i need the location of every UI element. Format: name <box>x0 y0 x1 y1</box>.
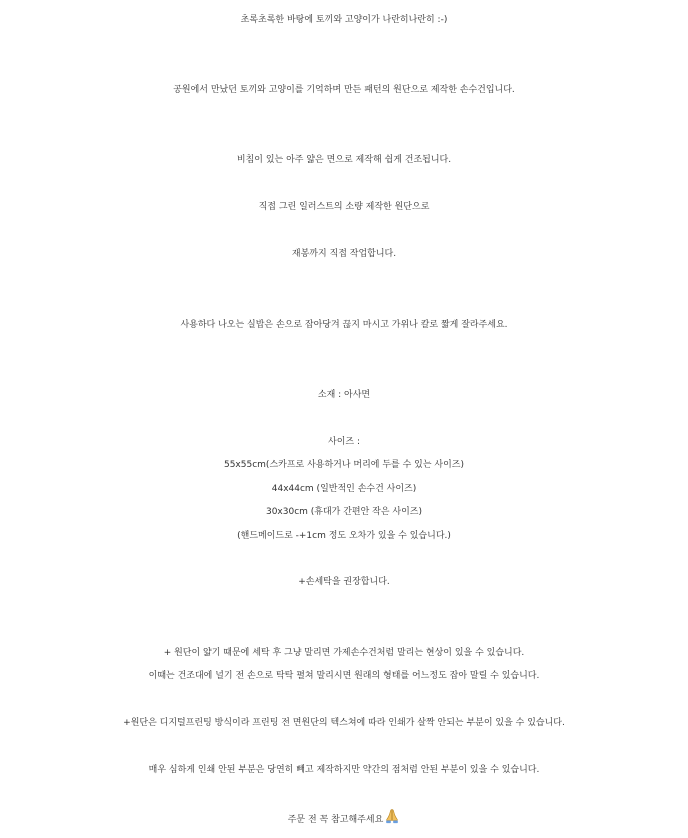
fabric-line: 비침이 있는 아주 얇은 면으로 제작해 쉽게 건조됩니다. <box>236 155 452 165</box>
drying-tip-line: 이때는 건조대에 널기 전 손으로 탁탁 펼쳐 말리시면 원래의 형태를 어느정도 잡아 말릴 수 있습니다. <box>148 671 540 681</box>
size-small: 30x30cm (휴대가 간편안 작은 사이즈) <box>265 507 423 517</box>
praying-hands-icon <box>384 808 400 830</box>
intro-line: 초록초록한 바탕에 토끼와 고양이가 나란히나란히 :-) <box>240 15 448 25</box>
drying-note-line: + 원단이 얇기 때문에 세탁 후 그냥 말리면 가제손수건처럼 말리는 현상이 있을 수 있습니다. <box>163 648 525 658</box>
wash-line: +손세탁을 권장합니다. <box>298 577 390 587</box>
closing-line <box>0 808 688 830</box>
printing-note-line: +원단은 디지털프린팅 방식이라 프린팅 전 면원단의 텍스쳐에 따라 인쇄가 살짝 안되는 부분이 있을 수 있습니다. <box>123 718 565 728</box>
size-large: 55x55cm(스카프로 사용하거나 머리에 두를 수 있는 사이즈) <box>223 460 464 470</box>
size-medium: 44x44cm (일반적인 손수건 사이즈) <box>271 484 417 494</box>
material-line: 소재 : 아사면 <box>317 390 371 400</box>
illustration-line: 직접 그린 일러스트의 소량 제작한 원단으로 <box>258 202 430 212</box>
size-heading: 사이즈 : <box>328 437 360 447</box>
closing-text: 주문 전 꼭 참고해주세요 <box>287 815 384 825</box>
thread-care-line: 사용하다 나오는 실밥은 손으로 잡아당겨 끊지 마시고 가위나 칼로 짧게 잘라주세요. <box>180 320 508 330</box>
size-tolerance: (핸드메이드로 -+1cm 정도 오차가 있을 수 있습니다.) <box>237 531 451 541</box>
product-description-line: 공원에서 만났던 토끼와 고양이를 기억하며 만든 패턴의 원단으로 제작한 손수건입니다. <box>173 85 515 95</box>
sewing-line: 재봉까지 직접 작업합니다. <box>291 249 397 259</box>
printing-defect-line: 매우 심하게 인쇄 안된 부분은 당연히 빼고 제작하지만 약간의 점처럼 안된 부분이 있을 수 있습니다. <box>148 765 540 775</box>
